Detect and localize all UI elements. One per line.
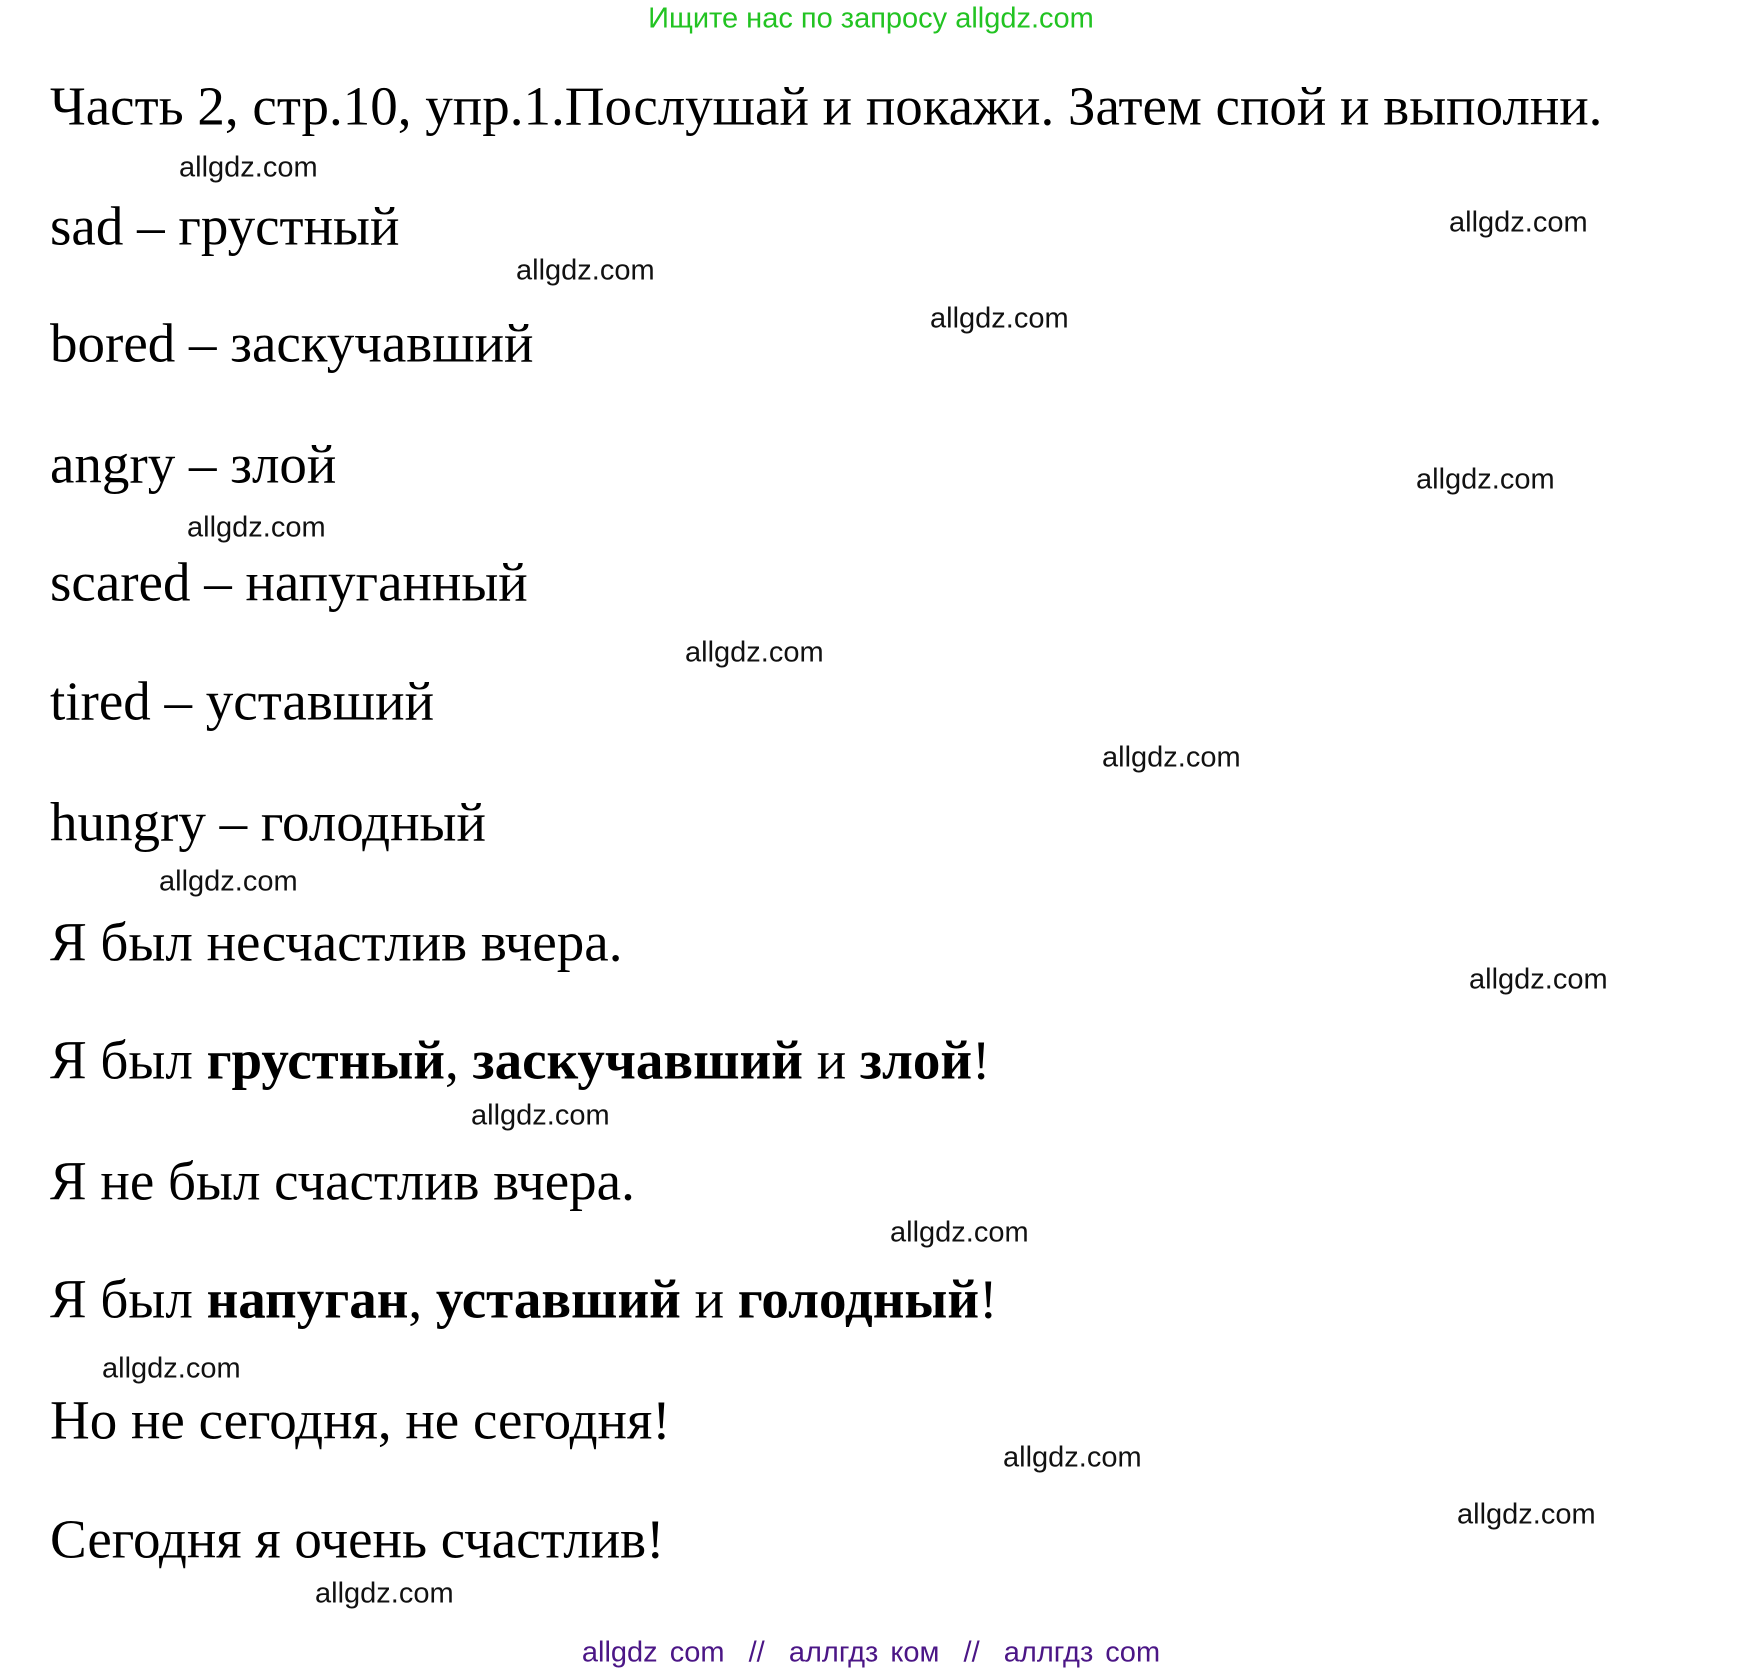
exercise-title: Часть 2, стр.10, упр.1.Послушай и покажи. Затем спой и выполни. <box>50 75 1603 137</box>
watermark: allgdz.com <box>1469 963 1608 996</box>
footer-links: allgdz com // аллгдз ком // аллгдз com <box>581 1636 1161 1669</box>
text: Я был <box>50 1268 207 1330</box>
bold-word: заскучавший <box>472 1029 803 1091</box>
watermark: allgdz.com <box>187 511 326 544</box>
vocab-bored: bored – заскучавший <box>50 312 534 374</box>
watermark: allgdz.com <box>890 1216 1029 1249</box>
vocab-hungry: hungry – голодный <box>50 791 486 853</box>
watermark: allgdz.com <box>1102 741 1241 774</box>
text: ! <box>972 1029 991 1091</box>
watermark: allgdz.com <box>102 1352 241 1385</box>
song-line-2 <box>50 1029 991 1091</box>
song-line-1: Я был несчастлив вчера. <box>50 911 623 973</box>
song-line-6: Сегодня я очень счастлив! <box>50 1508 665 1570</box>
bold-word: уставший <box>435 1268 681 1330</box>
watermark: allgdz.com <box>159 865 298 898</box>
text: и <box>802 1029 860 1091</box>
watermark: allgdz.com <box>179 151 318 184</box>
watermark: allgdz.com <box>685 636 824 669</box>
bold-word: голодный <box>737 1268 980 1330</box>
watermark: allgdz.com <box>471 1099 610 1132</box>
watermark: allgdz.com <box>1449 206 1588 239</box>
text: Я был <box>50 1029 207 1091</box>
vocab-scared: scared – напуганный <box>50 551 528 613</box>
bold-word: напуган <box>206 1268 409 1330</box>
watermark: allgdz.com <box>930 302 1069 335</box>
song-line-4 <box>50 1268 998 1330</box>
song-line-3: Я не был счастлив вчера. <box>50 1150 635 1212</box>
song-line-5: Но не сегодня, не сегодня! <box>50 1389 671 1451</box>
bold-word: злой <box>859 1029 973 1091</box>
text: , <box>444 1029 473 1091</box>
search-hint-header: Ищите нас по запросу allgdz.com <box>648 2 1094 35</box>
watermark: allgdz.com <box>1003 1441 1142 1474</box>
text: и <box>680 1268 738 1330</box>
vocab-angry: angry – злой <box>50 433 337 495</box>
vocab-tired: tired – уставший <box>50 670 435 732</box>
text: , <box>408 1268 436 1330</box>
watermark: allgdz.com <box>516 254 655 287</box>
text: ! <box>979 1268 998 1330</box>
vocab-sad: sad – грустный <box>50 195 400 257</box>
bold-word: грустный <box>206 1029 445 1091</box>
watermark: allgdz.com <box>315 1577 454 1610</box>
watermark: allgdz.com <box>1416 463 1555 496</box>
watermark: allgdz.com <box>1457 1498 1596 1531</box>
